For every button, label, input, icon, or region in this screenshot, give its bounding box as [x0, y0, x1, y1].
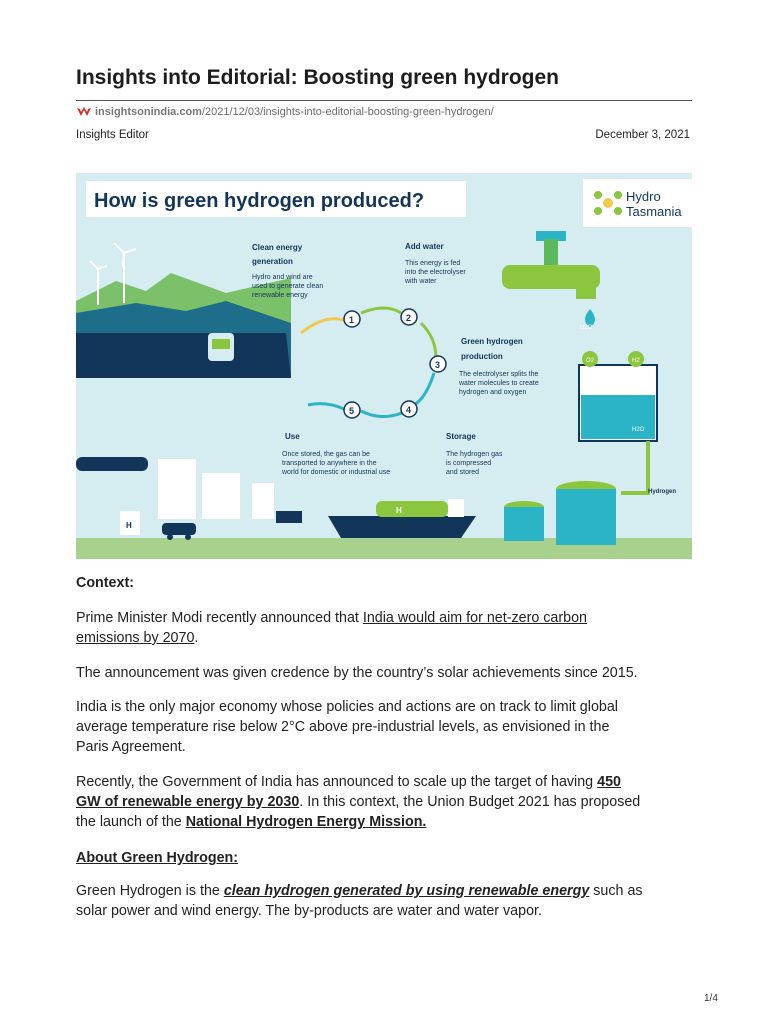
renewable-target-link[interactable]: 450: [597, 774, 621, 790]
svg-text:H2O: H2O: [632, 427, 645, 433]
title-divider: [76, 100, 692, 101]
paragraph-4: Recently, the Government of India has announced to scale up the target of having 450 GW of renewable energy by 2030. In this context, the Union Budget 2021 has proposed the launch of the National Hydrogen Energy Mission.: [76, 774, 641, 830]
netzero-link-cont[interactable]: emissions by 2070: [76, 630, 195, 646]
svg-text:4: 4: [406, 405, 412, 415]
source-url[interactable]: [76, 106, 494, 118]
article-title: Insights into Editorial: Boosting green hydrogen: [76, 66, 559, 89]
svg-text:Add water: Add water: [405, 242, 444, 251]
page-number: 1/4: [704, 993, 718, 1004]
svg-text:Use: Use: [285, 432, 300, 441]
svg-text:used to generate clean: used to generate clean: [252, 283, 324, 290]
insights-logo-icon: [76, 106, 92, 118]
infographic-heading: How is green hydrogen produced?: [94, 190, 425, 212]
source-domain[interactable]: insightsonindia.com: [95, 106, 202, 118]
svg-text:Hydro and wind are: Hydro and wind are: [252, 274, 313, 281]
svg-text:3: 3: [435, 360, 441, 370]
brand-line1: Hydro: [626, 189, 661, 204]
svg-text:Clean energy: Clean energy: [252, 243, 303, 252]
paragraph-3: India is the only major economy whose policies and actions are on track to limit global average temperature rise below 2°C above pre-industrial levels, as envisioned in the Paris Agreement.: [76, 699, 618, 755]
context-heading: Context:: [76, 575, 134, 591]
svg-text:hydrogen and oxygen: hydrogen and oxygen: [459, 389, 527, 396]
svg-text:is compressed: is compressed: [446, 460, 492, 467]
svg-text:The electrolyser splits the: The electrolyser splits the: [459, 371, 539, 378]
svg-text:H: H: [396, 506, 402, 515]
svg-text:Once stored, the gas can be: Once stored, the gas can be: [282, 451, 370, 458]
svg-text:1: 1: [349, 315, 355, 325]
renewable-target-link-cont[interactable]: GW of renewable energy by 2030: [76, 794, 300, 810]
svg-text:O2: O2: [586, 358, 595, 364]
svg-text:with water: with water: [405, 278, 437, 285]
svg-text:2: 2: [406, 313, 412, 323]
svg-text:5: 5: [349, 406, 355, 416]
hydrogen-mission-link[interactable]: National Hydrogen Energy Mission.: [185, 814, 427, 830]
netzero-link[interactable]: India would aim for net-zero carbon: [362, 610, 587, 626]
train-icon: [76, 457, 148, 471]
svg-text:H2O: H2O: [580, 325, 593, 331]
article-meta: [76, 129, 690, 141]
clean-hydrogen-link[interactable]: clean hydrogen generated by using renewable energy: [223, 883, 590, 899]
svg-text:transported to anywhere in the: transported to anywhere in the: [282, 460, 377, 467]
publish-date: December 3, 2021: [595, 129, 690, 141]
source-path[interactable]: /2021/12/03/insights-into-editorial-boosting-green-hydrogen/: [201, 106, 494, 118]
svg-text:into the electrolyser: into the electrolyser: [405, 269, 466, 276]
paragraph-1: Prime Minister Modi recently announced that India would aim for net-zero carbon emissions by 2070.: [76, 610, 587, 646]
svg-text:renewable energy: renewable energy: [252, 292, 308, 299]
svg-text:generation: generation: [252, 257, 293, 266]
refuel-station-icon: [120, 511, 140, 535]
svg-text:Green hydrogen: Green hydrogen: [461, 337, 523, 346]
svg-text:H2: H2: [632, 358, 640, 364]
svg-text:Hydrogen: Hydrogen: [648, 489, 677, 495]
svg-text:This energy is fed: This energy is fed: [405, 260, 461, 267]
author: Insights Editor: [76, 129, 149, 141]
paragraph-2: The announcement was given credence by the country’s solar achievements since 2015.: [76, 665, 638, 681]
svg-text:H: H: [126, 521, 132, 530]
svg-text:water molecules to create: water molecules to create: [459, 380, 539, 387]
svg-text:world for domestic or industri: world for domestic or industrial use: [282, 469, 391, 476]
about-heading: About Green Hydrogen:: [76, 850, 239, 866]
brand-line2: Tasmania: [626, 204, 682, 219]
svg-text:and stored: and stored: [446, 469, 480, 476]
svg-text:The hydrogen gas: The hydrogen gas: [446, 451, 503, 458]
svg-text:Storage: Storage: [446, 432, 476, 441]
paragraph-5: Green Hydrogen is the clean hydrogen generated by using renewable energy such as solar power and wind energy. The by-products are water and water vapor.: [76, 883, 643, 919]
green-hydrogen-infographic: [76, 173, 692, 559]
svg-text:production: production: [461, 352, 503, 361]
